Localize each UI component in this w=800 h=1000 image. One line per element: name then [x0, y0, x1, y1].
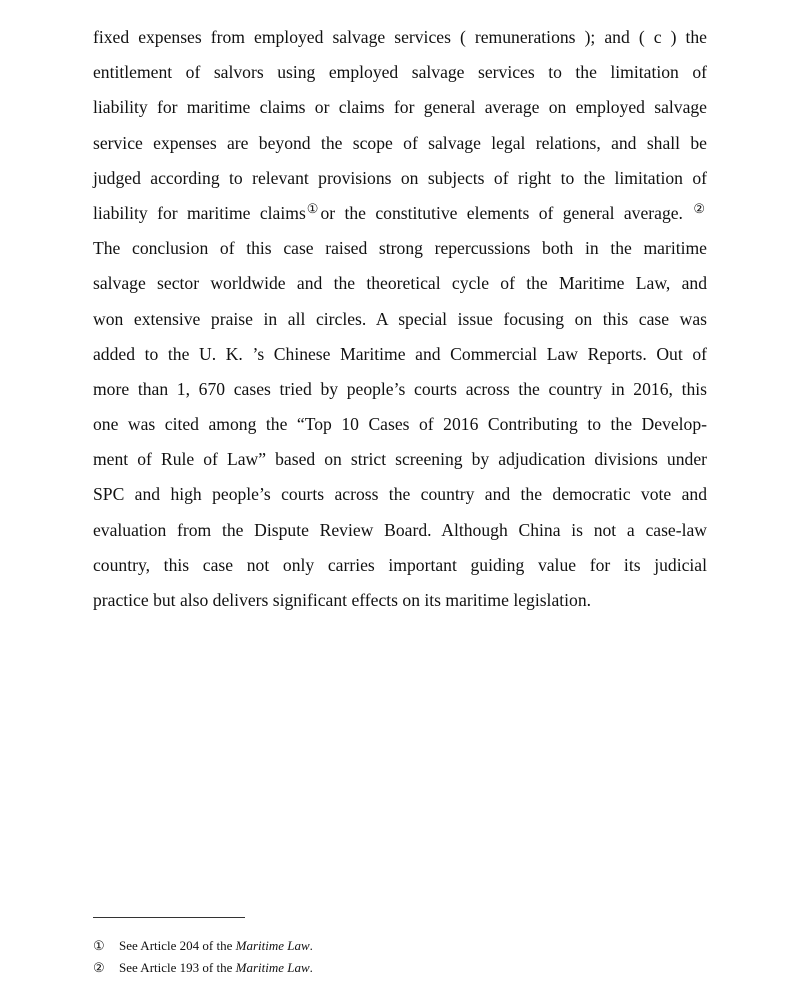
text-line-13: ment of Rule of Law” based on strict screening by adjudication divisions under [93, 449, 707, 470]
text-line-8: salvage sector worldwide and the theoretical cycle of the Maritime Law, and [93, 273, 707, 294]
text-line-7: The conclusion of this case raised strong repercussions both in the maritime [93, 238, 707, 259]
footnote-2-mark: ② [93, 960, 105, 975]
text-line-17: practice but also delivers significant effects on its maritime legislation. [93, 590, 592, 610]
footnote-ref-2[interactable]: ② [693, 200, 705, 216]
footnote-1-suffix: . [309, 938, 313, 953]
text-line-11: more than 1, 670 cases tried by people’s courts across the country in 2016, this [93, 378, 707, 399]
text-line-6-part-2: or the constitutive elements of general average. [320, 202, 683, 223]
text-line-16: country, this case not only carries important guiding value for its judicial [93, 554, 707, 575]
footnote-2-suffix: . [309, 960, 313, 975]
footnote-1 [93, 935, 693, 957]
footnote-1-prefix: See Article 204 of the [119, 938, 236, 953]
footnote-2-prefix: See Article 193 of the [119, 960, 236, 975]
body-paragraph [93, 20, 707, 618]
footnote-1-source: Maritime Law [235, 938, 310, 953]
text-line-6 [93, 196, 707, 231]
footnote-2-source: Maritime Law [235, 960, 310, 975]
footnote-1-mark: ① [93, 938, 105, 953]
text-line-15: evaluation from the Dispute Review Board. Although China is not a case-law [93, 519, 707, 540]
footnote-2 [93, 957, 693, 979]
footnote-ref-1[interactable]: ① [306, 200, 319, 216]
footnotes [93, 935, 693, 979]
text-line-1: fixed expenses from employed salvage services ( remunerations ); and ( c ) the [93, 27, 707, 47]
text-line-5: judged according to relevant provisions on subjects of right to the limitation of [93, 167, 707, 188]
footnote-divider [93, 917, 245, 918]
text-line-9: won extensive praise in all circles. A special issue focusing on this case was [93, 308, 707, 329]
text-line-12: one was cited among the “Top 10 Cases of 2016 Contributing to the Develop- [93, 414, 707, 435]
text-line-4: service expenses are beyond the scope of salvage legal relations, and shall be [93, 132, 707, 153]
text-line-10: added to the U. K. ’s Chinese Maritime and Commercial Law Reports. Out of [93, 343, 707, 364]
text-line-2: entitlement of salvors using employed salvage services to the limitation of [93, 62, 707, 83]
text-line-14: SPC and high people’s courts across the country and the democratic vote and [93, 484, 707, 505]
text-line-3: liability for maritime claims or claims for general average on employed salvage [93, 97, 707, 118]
text-line-6-part-1: liability for maritime claims [93, 202, 306, 223]
